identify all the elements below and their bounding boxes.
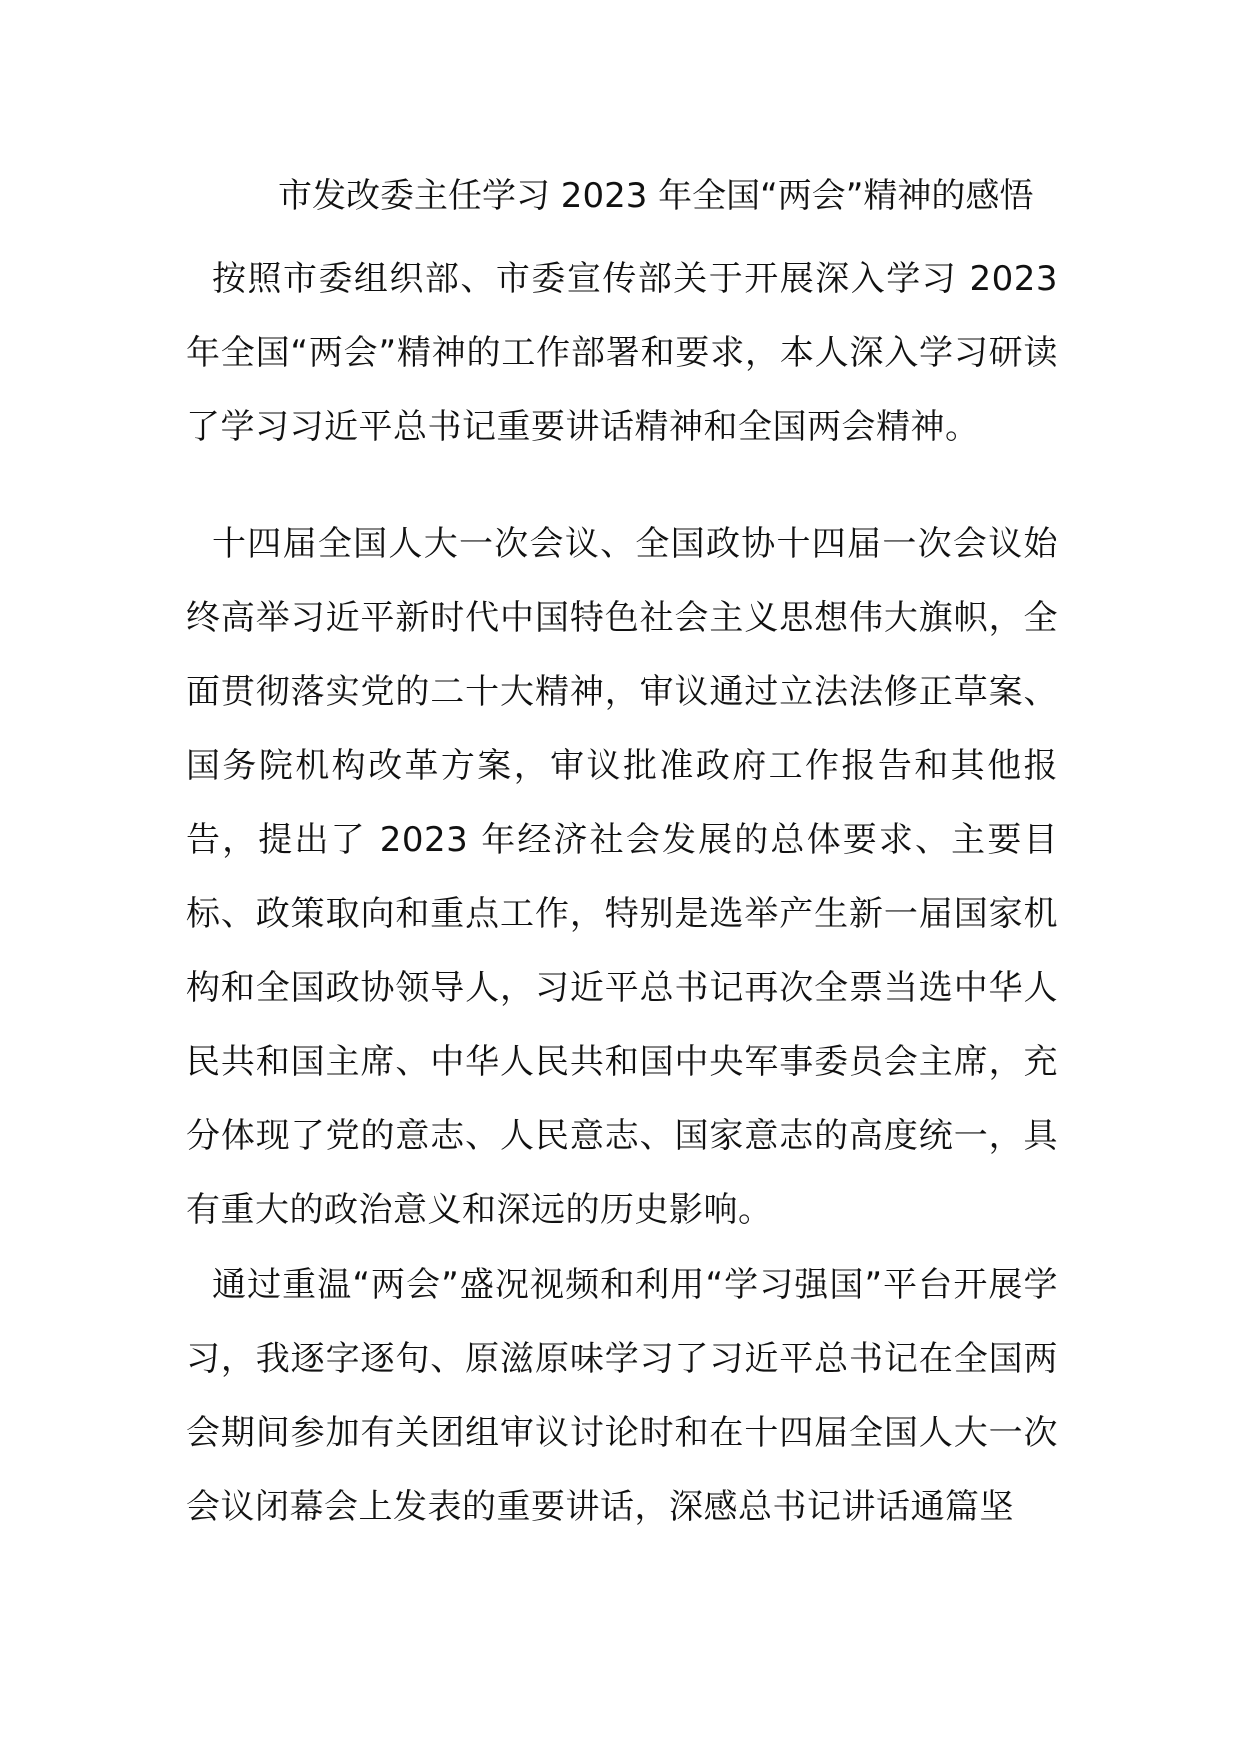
paragraph-3: 通过重温“两会”盛况视频和利用“学习强国”平台开展学习，我逐字逐句、原滋原味学习了习近平总书记在全国两会期间参加有关团组审议讨论时和在十四届全国人大一次会议闭幕会上发表的重要讲话，深感总书记讲话通篇坚 (186, 1265, 1058, 1527)
document-title: 市发改委主任学习 2023 年全国“两会”精神的感悟 (278, 176, 1034, 216)
paragraph-1: 按照市委组织部、市委宣传部关于开展深入学习 2023 年全国“两会”精神的工作部署和要求，本人深入学习研读了学习习近平总书记重要讲话精神和全国两会精神。 (186, 259, 1058, 447)
paragraph-2: 十四届全国人大一次会议、全国政协十四届一次会议始终高举习近平新时代中国特色社会主义思想伟大旗帜，全面贯彻落实党的二十大精神，审议通过立法法修正草案、国务院机构改革方案，审议批准政府工作报告和其他报告，提出了 2023 年经济社会发展的总体要求、主要目标、政策取向和重点工作，特别是选举产生新一届国家机构和全国政协领导人，习近平总书记再次全票当选中华人民共和国主席、中华人民共和国中央军事委员会主席，充分体现了党的意志、人民意志、国家意志的高度统一，具有重大的政治意义和深远的历史影响。 (186, 524, 1058, 1230)
